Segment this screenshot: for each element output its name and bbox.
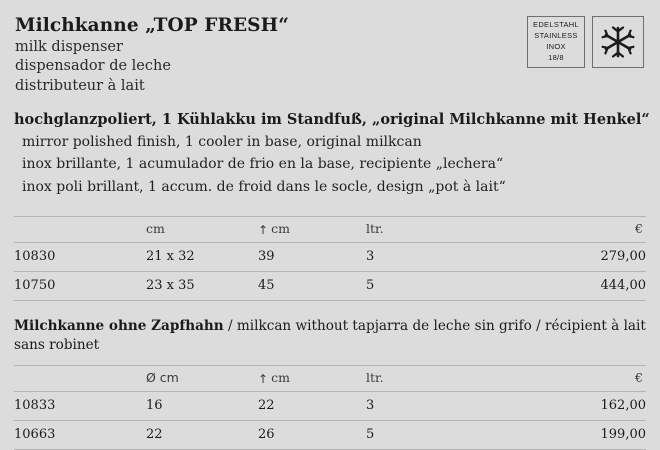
cell-article: 10833: [14, 392, 146, 421]
table-header-row: [14, 366, 646, 392]
badge-line-inox: INOX: [546, 42, 566, 51]
cell-price: 444,00: [482, 271, 646, 300]
column-header-dimensions: cm: [146, 216, 258, 242]
description-line-en: mirror polished finish, 1 cooler in base, original milkcan: [22, 133, 422, 150]
column-header-article: [14, 216, 146, 242]
cell-height: 39: [258, 242, 366, 271]
table-row[interactable]: [14, 392, 646, 421]
page-subtitle-fr: distributeur à lait: [15, 77, 145, 94]
cell-price: 199,00: [482, 421, 646, 450]
cell-article: 10830: [14, 242, 146, 271]
title-block: [14, 14, 289, 96]
column-header-height-label: cm: [271, 370, 290, 386]
description-line-es: inox brillante, 1 acumulador de frio en la base, recipiente „lechera“: [22, 156, 504, 173]
cell-article: 10663: [14, 421, 146, 450]
stainless-steel-badge: [527, 16, 585, 68]
badge-line-stainless: STAINLESS: [534, 31, 578, 41]
arrow-up-icon: ↑: [258, 222, 269, 237]
description-block: [14, 109, 650, 199]
cell-capacity: 5: [366, 421, 482, 450]
column-header-height: [258, 216, 366, 242]
badge-line-edelstahl: EDELSTAHL: [533, 20, 579, 30]
cell-height: 22: [258, 392, 366, 421]
column-header-diameter: Ø cm: [146, 366, 258, 392]
page-header: [14, 14, 646, 96]
product-table-without-tap: [14, 365, 646, 450]
product-table-with-tap: [14, 216, 646, 301]
page-subtitle-en: milk dispenser: [15, 38, 123, 55]
cell-capacity: 5: [366, 271, 482, 300]
cell-diameter: 22: [146, 421, 258, 450]
arrow-up-icon: ↑: [258, 372, 269, 387]
cell-price: 279,00: [482, 242, 646, 271]
cell-dimensions: 21 x 32: [146, 242, 258, 271]
cell-height: 45: [258, 271, 366, 300]
cell-diameter: 16: [146, 392, 258, 421]
column-header-capacity: ltr.: [366, 216, 482, 242]
subsection-heading-rest: / milkcan without tapjarra de leche sin grifo / récipient à lait sans robinet: [14, 317, 646, 354]
cell-capacity: 3: [366, 242, 482, 271]
snowflake-badge: [592, 16, 644, 68]
subsection-heading-bold: Milchkanne ohne Zapfhahn: [14, 317, 224, 334]
cell-price: 162,00: [482, 392, 646, 421]
column-header-article: [14, 366, 146, 392]
cell-dimensions: 23 x 35: [146, 271, 258, 300]
column-header-price: €: [482, 216, 646, 242]
table-row[interactable]: [14, 271, 646, 300]
column-header-height: [258, 366, 366, 392]
table-row[interactable]: [14, 242, 646, 271]
column-header-height-label: cm: [271, 220, 290, 236]
badge-group: [527, 14, 646, 68]
table-header-row: [14, 216, 646, 242]
page-title: Milchkanne „TOP FRESH“: [15, 15, 289, 36]
badge-line-grade: 18/8: [548, 52, 564, 62]
column-header-price: €: [482, 366, 646, 392]
cell-height: 26: [258, 421, 366, 450]
snowflake-icon: [601, 25, 635, 59]
description-line-fr: inox poli brillant, 1 accum. de froid dans le socle, design „pot à lait“: [22, 179, 506, 196]
cell-article: 10750: [14, 271, 146, 300]
subsection-heading: [14, 317, 646, 356]
cell-capacity: 3: [366, 392, 482, 421]
page-subtitle-es: dispensador de leche: [15, 58, 171, 75]
description-headline: hochglanzpoliert, 1 Kühlakku im Standfuß, „original Milchkanne mit Henkel“: [14, 110, 650, 128]
column-header-capacity: ltr.: [366, 366, 482, 392]
table-row[interactable]: [14, 421, 646, 450]
